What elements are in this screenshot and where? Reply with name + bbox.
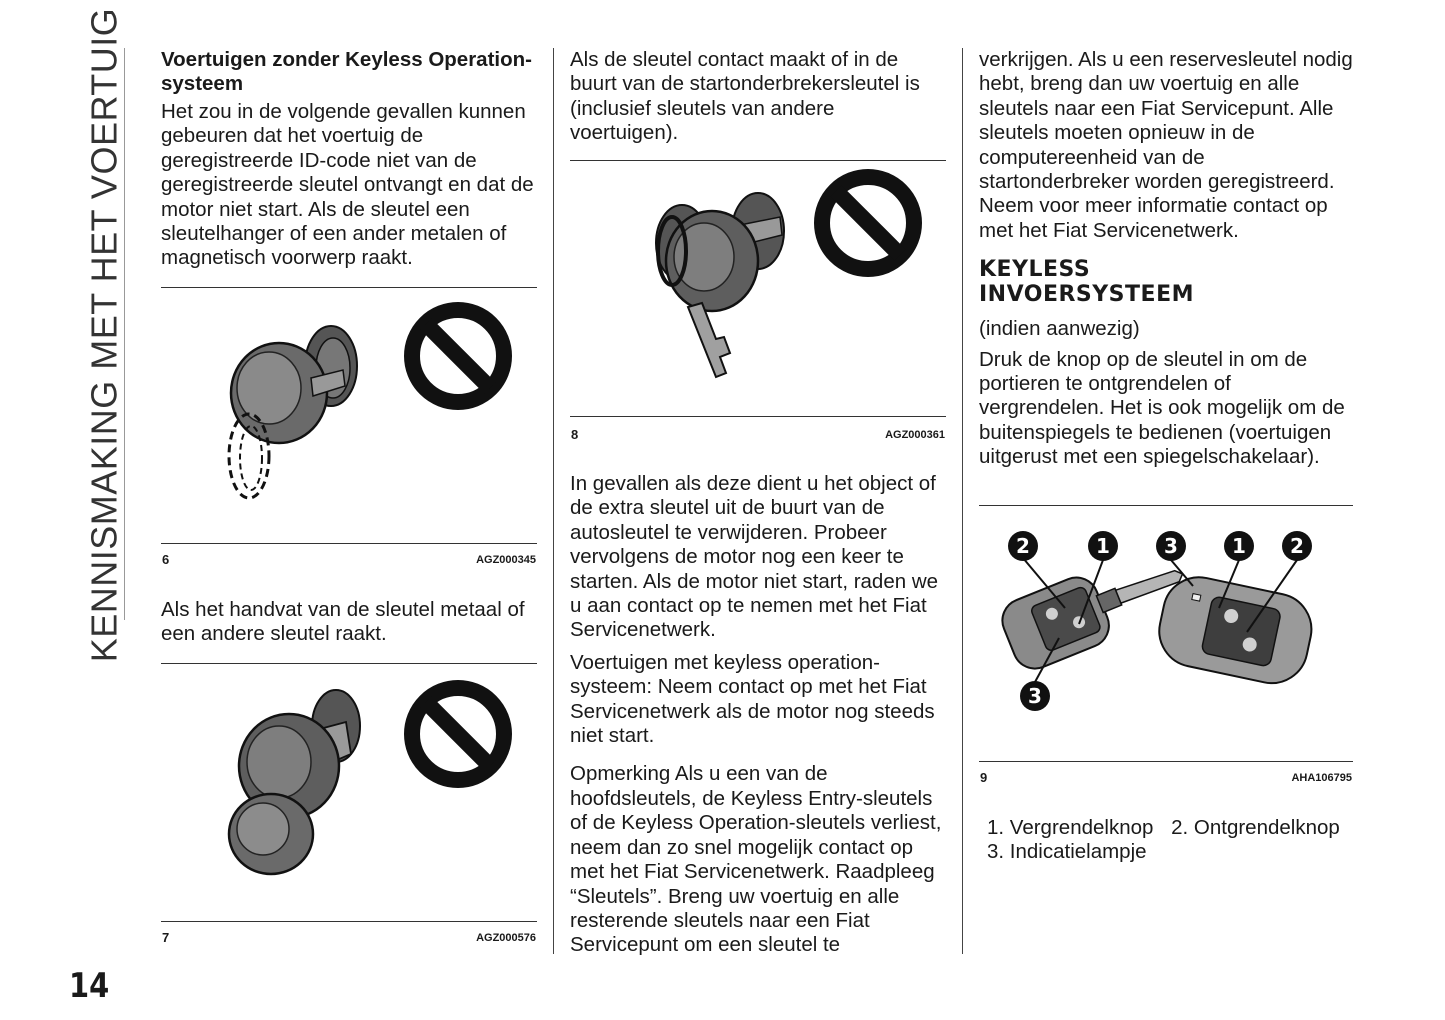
callout-right-1	[1156, 531, 1186, 561]
legend-item-1: 1. Vergrendelknop	[987, 816, 1154, 839]
figure-number: 7	[162, 930, 170, 945]
side-chapter-title	[83, 7, 125, 663]
figure-7	[161, 663, 537, 945]
col2-para4: Opmerking Als u een van de hoofdsleutels, de Keyless Entry-sleutels of de Keyless Operation-sleutels verliest, neem dan zo snel mogelijk contact op met het Fiat Servicenetwerk. Raadpleeg “Sleutels”. Breng uw voertuig en alle resterende sleutels naar een Fiat Servicepunt om een sleutel te	[570, 762, 942, 957]
figure-9-legend	[979, 816, 1355, 865]
callout-label: 2	[1016, 534, 1030, 558]
column-1-lower	[161, 598, 537, 647]
figure-rule	[161, 921, 537, 922]
figure-code: AGZ000361	[885, 429, 945, 441]
figure-rule	[979, 761, 1353, 762]
col1-para1: Het zou in de volgende gevallen kunnen gebeuren dat het voertuig de geregistreerde ID-code niet van de geregistreerde sleutel ontvangt en dat de motor niet start. Als de sleutel een sleutelhanger of een ander metalen of magnetisch voorwerp raakt.	[161, 100, 534, 270]
callout-left-2	[1088, 531, 1118, 561]
col1-para2: Als het handvat van de sleutel metaal of een andere sleutel raakt.	[161, 598, 525, 646]
col2-para1: Als de sleutel contact maakt of in de buurt van de startonderbrekersleutel is (inclusief sleutels van andere voertuigen).	[570, 48, 920, 145]
figure-code: AGZ000345	[476, 554, 536, 566]
column-1	[161, 44, 537, 271]
figure-code: AHA106795	[1291, 772, 1352, 784]
col3-para3: Druk de knop op de sleutel in om de portieren te ontgrendelen of vergrendelen. Het is ook mogelijk om de buitenspiegels te bedienen (voertuigen uitgerust met een spiegelschakelaar).	[979, 347, 1345, 469]
section-heading	[979, 257, 1355, 307]
figure-code: AGZ000576	[476, 932, 536, 944]
callout-label: 2	[1290, 534, 1304, 558]
figure-number: 6	[162, 552, 170, 567]
heading-line-1: KEYLESS	[979, 257, 1091, 283]
figure-6	[161, 287, 537, 567]
heading-line-2: INVOERSYSTEEM	[979, 282, 1194, 308]
column-2-lower	[570, 472, 946, 958]
figure-rule	[570, 416, 946, 417]
col3-para2: (indien aanwezig)	[979, 317, 1140, 341]
callout-label: 1	[1232, 534, 1246, 558]
remote-keys-illustration	[979, 506, 1353, 760]
side-rule	[124, 48, 125, 620]
column-divider-2	[962, 48, 963, 954]
callout-label: 1	[1096, 534, 1110, 558]
figure-9	[979, 505, 1353, 785]
figure-8	[570, 160, 946, 442]
column-2	[570, 44, 946, 146]
key-keyring-illustration	[161, 288, 537, 542]
callout-right-2	[1224, 531, 1254, 561]
figure-number: 8	[571, 427, 579, 442]
col2-para3: Voertuigen met keyless operation-systeem: Neem contact op met het Fiat Servicenetwerk als de motor nog steeds niet start.	[570, 650, 935, 748]
col2-para2: In gevallen als deze dient u het object of de extra sleutel uit de buurt van de autosleutel te verwijderen. Probeer vervolgens de motor nog een keer te starten. Als de motor niet start, raden we u aan contact op te nemen met het Fiat Servicenetwerk.	[570, 472, 939, 642]
page-number: 14	[69, 966, 110, 1006]
column-divider-1	[553, 48, 554, 954]
section-subheading: Voertuigen zonder Keyless Operation-systeem	[161, 48, 532, 95]
column-3	[979, 44, 1355, 470]
figure-number: 9	[980, 770, 988, 785]
callout-left-1	[1008, 531, 1038, 561]
callout-label: 3	[1164, 534, 1178, 558]
callout-label: 3	[1028, 684, 1042, 708]
side-title-text: KENNISMAKING MET HET VOERTUIG	[83, 7, 125, 663]
col3-para1: verkrijgen. Als u een reservesleutel nodig hebt, breng dan uw voertuig en alle sleutels naar een Fiat Servicepunt. Alle sleutels moeten opnieuw in de computereenheid van de startonderbreker worden geregistreerd. Neem voor meer informatie contact op met het Fiat Servicenetwerk.	[979, 48, 1353, 242]
callout-right-3	[1282, 531, 1312, 561]
legend-list	[979, 816, 1355, 865]
callout-left-3	[1020, 681, 1050, 711]
two-ignition-keys-illustration	[570, 161, 946, 415]
two-keys-illustration	[161, 664, 537, 920]
figure-rule	[161, 543, 537, 544]
legend-item-2: 2. Ontgrendelknop	[1171, 816, 1340, 839]
legend-item-3: 3. Indicatielampje	[987, 840, 1147, 864]
